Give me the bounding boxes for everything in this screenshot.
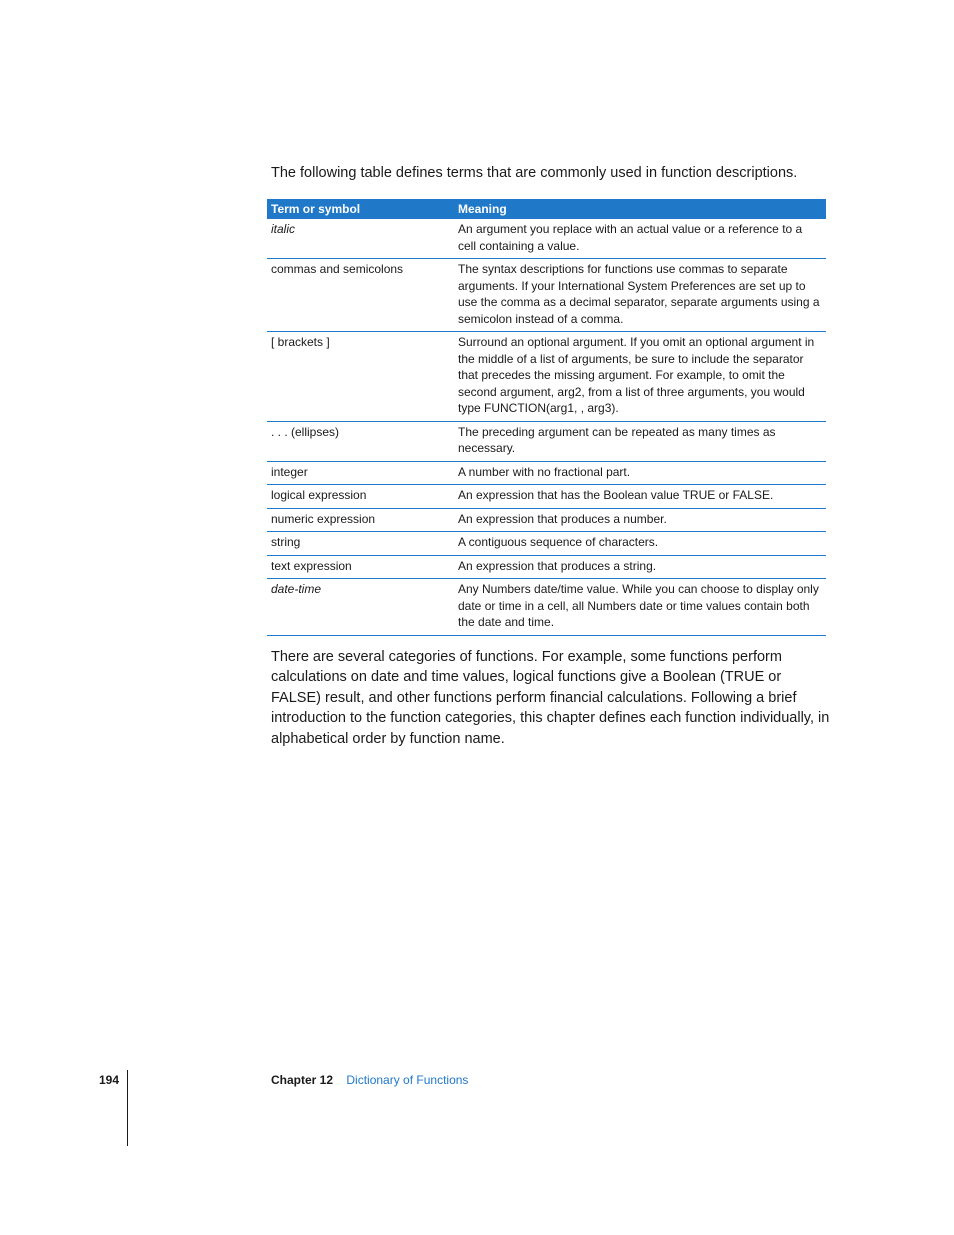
table-header-row <box>267 199 826 219</box>
meaning-cell: The syntax descriptions for functions use commas to separate arguments. If your International System Preferences are set up to use the comma as a decimal separator, separate arguments using a semicolon instead of a comma. <box>454 259 826 332</box>
chapter-title: Dictionary of Functions <box>346 1073 469 1087</box>
meaning-cell: A contiguous sequence of characters. <box>454 532 826 556</box>
header-term: Term or symbol <box>267 199 454 219</box>
meaning-cell: An expression that produces a number. <box>454 508 826 532</box>
term-cell: . . . (ellipses) <box>267 421 454 461</box>
chapter-label: Chapter 12 <box>271 1073 334 1087</box>
table-row <box>267 555 826 579</box>
meaning-cell: A number with no fractional part. <box>454 461 826 485</box>
table-row <box>267 332 826 422</box>
terms-table <box>267 199 826 636</box>
term-cell: date-time <box>267 579 454 636</box>
table-row <box>267 421 826 461</box>
body-paragraph: There are several categories of functions. For example, some functions perform calculations on date and time values, logical functions give a Boolean (TRUE or FALSE) result, and other functions perform financial calculations. Following a brief introduction to the function categories, this chapter defines each function individually, in alphabetical order by function name. <box>271 649 830 747</box>
term-cell: integer <box>267 461 454 485</box>
term-cell: string <box>267 532 454 556</box>
term-cell: numeric expression <box>267 508 454 532</box>
meaning-cell: An expression that has the Boolean value TRUE or FALSE. <box>454 485 826 509</box>
table-row <box>267 259 826 332</box>
footer <box>271 1073 468 1087</box>
meaning-cell: Any Numbers date/time value. While you can choose to display only date or time in a cell, all Numbers date or time values contain both the date and time. <box>454 579 826 636</box>
footer-divider <box>127 1070 128 1146</box>
term-cell: [ brackets ] <box>267 332 454 422</box>
header-meaning: Meaning <box>454 199 826 219</box>
table-row <box>267 579 826 636</box>
table-row <box>267 532 826 556</box>
page-number: 194 <box>99 1073 120 1087</box>
table-row <box>267 485 826 509</box>
table-row <box>267 508 826 532</box>
term-cell: logical expression <box>267 485 454 509</box>
meaning-cell: An expression that produces a string. <box>454 555 826 579</box>
term-cell: text expression <box>267 555 454 579</box>
meaning-cell: The preceding argument can be repeated as many times as necessary. <box>454 421 826 461</box>
intro-paragraph: The following table defines terms that are commonly used in function descriptions. <box>271 165 798 181</box>
meaning-cell: An argument you replace with an actual value or a reference to a cell containing a value. <box>454 219 826 259</box>
table-row <box>267 461 826 485</box>
term-cell: italic <box>267 219 454 259</box>
term-cell: commas and semicolons <box>267 259 454 332</box>
meaning-cell: Surround an optional argument. If you omit an optional argument in the middle of a list of arguments, be sure to include the separator that precedes the missing argument. For example, to omit the second argument, arg2, from a list of three arguments, you would type FUNCTION(arg1, , arg3). <box>454 332 826 422</box>
table-body <box>267 219 826 635</box>
table-row <box>267 219 826 259</box>
